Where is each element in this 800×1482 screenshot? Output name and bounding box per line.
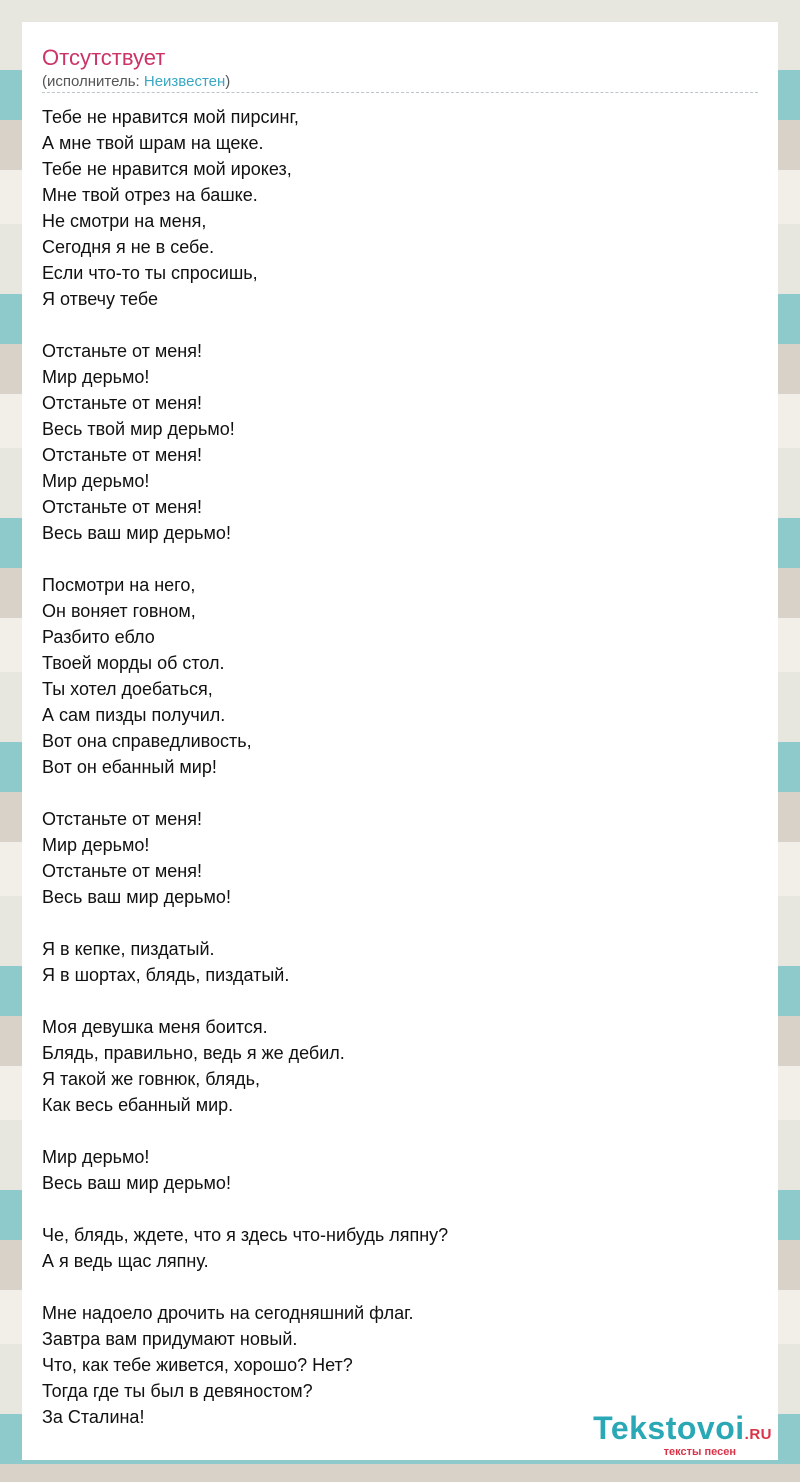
lyric-line: А сам пизды получил.: [42, 705, 226, 725]
stanza-break: [42, 1274, 448, 1300]
lyric-line: А я ведь щас ляпну.: [42, 1251, 209, 1271]
lyric-line: Тебе не нравится мой ирокез,: [42, 159, 292, 179]
lyric-line: Че, блядь, ждете, что я здесь что-нибудь ляпну?: [42, 1225, 449, 1245]
logo-name: Tekstovoi: [593, 1410, 745, 1446]
lyric-line: Вот он ебанный мир!: [42, 757, 217, 777]
lyric-line: Моя девушка меня боится.: [42, 1017, 268, 1037]
lyric-line: Мне надоело дрочить на сегодняшний флаг.: [42, 1303, 414, 1323]
lyric-line: Если что-то ты спросишь,: [42, 263, 258, 283]
lyric-line: Ты хотел доебаться,: [42, 679, 213, 699]
lyric-line: Блядь, правильно, ведь я же дебил.: [42, 1043, 345, 1063]
lyric-line: Я в кепке, пиздатый.: [42, 939, 215, 959]
lyric-line: Я в шортах, блядь, пиздатый.: [42, 965, 290, 985]
lyric-line: Мир дерьмо!: [42, 835, 150, 855]
stanza-break: [42, 546, 448, 572]
lyric-line: Я отвечу тебе: [42, 289, 158, 309]
divider: [42, 92, 758, 93]
lyric-line: Отстаньте от меня!: [42, 393, 202, 413]
lyric-line: Мир дерьмо!: [42, 1147, 150, 1167]
lyric-line: Отстаньте от меня!: [42, 861, 202, 881]
lyric-line: Мир дерьмо!: [42, 471, 150, 491]
lyric-line: Он воняет говном,: [42, 601, 196, 621]
lyric-line: Что, как тебе живется, хорошо? Нет?: [42, 1355, 353, 1375]
lyric-line: Тогда где ты был в девяностом?: [42, 1381, 313, 1401]
stanza-break: [42, 1196, 448, 1222]
lyric-line: Мир дерьмо!: [42, 367, 150, 387]
artist-link[interactable]: Неизвестен: [143, 73, 226, 90]
song-title: Отсутствует: [42, 45, 166, 70]
lyric-line: Весь твой мир дерьмо!: [42, 419, 235, 439]
lyric-line: Отстаньте от меня!: [42, 497, 202, 517]
lyric-line: Завтра вам придумают новый.: [42, 1329, 298, 1349]
lyric-line: За Сталина!: [42, 1407, 145, 1427]
lyric-line: Весь ваш мир дерьмо!: [42, 523, 231, 543]
stanza-break: [42, 780, 448, 806]
lyric-line: Мне твой отрез на башке.: [42, 185, 258, 205]
lyric-line: Тебе не нравится мой пирсинг,: [42, 107, 299, 127]
lyric-line: Отстаньте от меня!: [42, 445, 202, 465]
stanza-break: [42, 988, 448, 1014]
lyric-line: Отстаньте от меня!: [42, 341, 202, 361]
site-logo[interactable]: [593, 1411, 772, 1458]
artist-suffix: ): [225, 73, 231, 90]
artist-prefix: (исполнитель:: [42, 73, 144, 90]
stanza-break: [42, 910, 448, 936]
lyric-line: Разбито ебло: [42, 627, 155, 647]
lyric-line: Как весь ебанный мир.: [42, 1095, 234, 1115]
lyric-line: Сегодня я не в себе.: [42, 237, 215, 257]
lyric-line: Вот она справедливость,: [42, 731, 252, 751]
lyric-line: Отстаньте от меня!: [42, 809, 202, 829]
lyrics-text: [42, 104, 448, 1430]
logo-tagline: тексты песен: [663, 1446, 736, 1458]
stanza-break: [42, 1118, 448, 1144]
lyric-line: Весь ваш мир дерьмо!: [42, 887, 231, 907]
lyric-line: Посмотри на него,: [42, 575, 196, 595]
lyric-line: А мне твой шрам на щеке.: [42, 133, 264, 153]
lyric-line: Твоей морды об стол.: [42, 653, 225, 673]
lyric-line: Я такой же говнюк, блядь,: [42, 1069, 260, 1089]
lyric-line: Весь ваш мир дерьмо!: [42, 1173, 231, 1193]
lyric-line: Не смотри на меня,: [42, 211, 207, 231]
lyrics-card: [22, 22, 778, 1460]
stanza-break: [42, 312, 448, 338]
logo-tld: .RU: [744, 1426, 772, 1443]
artist-line: [42, 73, 230, 91]
